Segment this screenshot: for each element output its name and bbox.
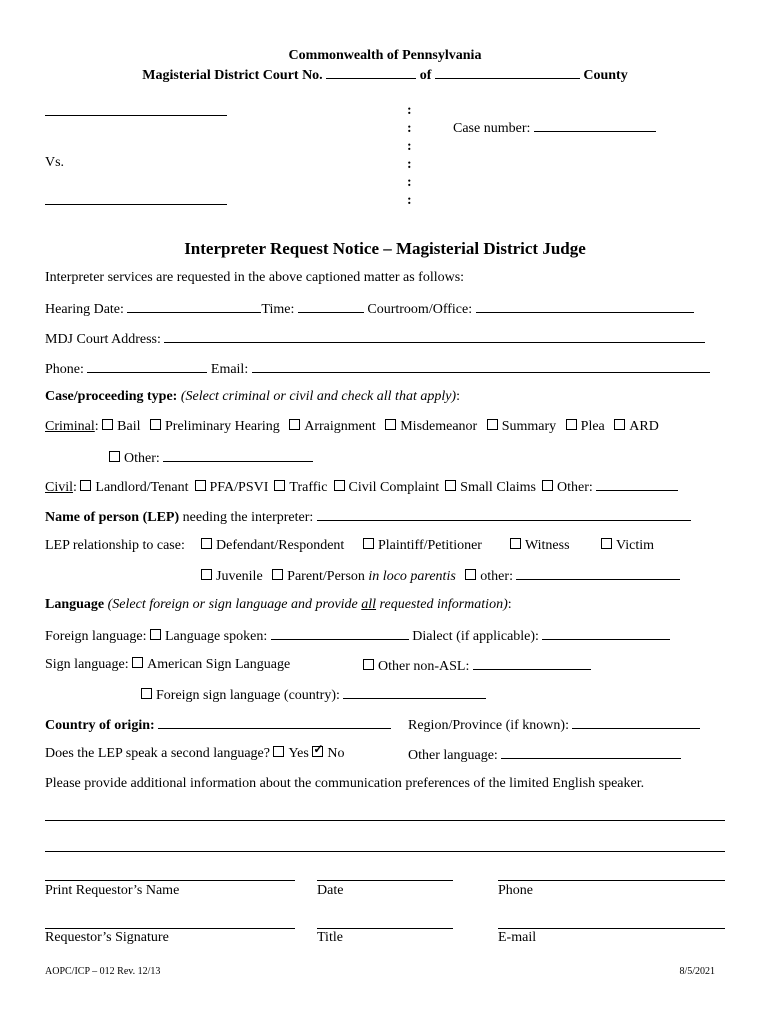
lep-name-row bbox=[45, 508, 691, 526]
checkbox[interactable] bbox=[542, 480, 553, 491]
sig-phone-label: Phone bbox=[498, 883, 533, 898]
option-label: Yes bbox=[288, 746, 309, 761]
civil-option-small-claims[interactable] bbox=[445, 480, 536, 495]
criminal-other-field[interactable] bbox=[163, 449, 313, 462]
relationship-witness[interactable] bbox=[510, 538, 570, 554]
checkbox[interactable] bbox=[80, 480, 91, 491]
criminal-option-summary[interactable] bbox=[487, 419, 556, 434]
lep-name-label-bold: Name of person (LEP) bbox=[45, 510, 180, 525]
civil-other-field[interactable] bbox=[596, 478, 678, 491]
case-number-field[interactable] bbox=[534, 119, 656, 132]
lep-relationship-row2 bbox=[201, 567, 680, 585]
language-spoken-field[interactable] bbox=[271, 627, 409, 640]
caption-colon: : bbox=[407, 139, 412, 154]
additional-info-label: Please provide additional information about the communication preferences of the limited English speaker. bbox=[45, 776, 645, 791]
time-label: Time: bbox=[261, 302, 295, 317]
criminal-option-misdemeanor[interactable] bbox=[385, 419, 477, 434]
checkbox[interactable] bbox=[487, 419, 498, 430]
lep-relationship-row bbox=[45, 538, 185, 554]
region-row bbox=[408, 716, 700, 734]
option-label: Arraignment bbox=[304, 419, 376, 434]
foreign-language-row bbox=[45, 627, 670, 645]
criminal-option-arraignment[interactable] bbox=[289, 419, 376, 434]
option-label: Parent/Person bbox=[287, 569, 365, 584]
plaintiff-name-field[interactable] bbox=[45, 115, 227, 116]
criminal-option-preliminary-hearing[interactable] bbox=[150, 419, 280, 434]
of-label: of bbox=[419, 68, 432, 83]
country-of-origin-field[interactable] bbox=[158, 716, 391, 729]
option-label: Witness bbox=[525, 538, 570, 553]
checkbox[interactable] bbox=[102, 419, 113, 430]
header-line2 bbox=[0, 66, 770, 84]
second-language-yes[interactable] bbox=[273, 746, 308, 761]
option-label-italic: in loco parentis bbox=[368, 569, 456, 584]
foreign-sign-row bbox=[141, 686, 486, 704]
header-line1: Commonwealth of Pennsylvania bbox=[288, 48, 482, 63]
case-type-label: Case/proceeding type: bbox=[45, 389, 178, 404]
caption-colon: : bbox=[407, 103, 412, 118]
checkbox[interactable] bbox=[614, 419, 625, 430]
other-non-asl-field[interactable] bbox=[473, 657, 591, 670]
relationship-plaintiff[interactable] bbox=[363, 538, 482, 554]
foreign-language-label: Foreign language: bbox=[45, 629, 147, 644]
option-label: No bbox=[327, 746, 345, 761]
option-label: Defendant/Respondent bbox=[216, 538, 345, 553]
other-non-asl-label: Other non-ASL: bbox=[378, 659, 470, 674]
checkbox[interactable] bbox=[510, 538, 521, 549]
region-label: Region/Province (if known): bbox=[408, 718, 569, 733]
checkbox[interactable] bbox=[465, 569, 476, 580]
civil-label: Civil bbox=[45, 480, 74, 495]
second-language-question: Does the LEP speak a second language? bbox=[45, 746, 270, 761]
option-label: Small Claims bbox=[460, 480, 536, 495]
relationship-victim[interactable] bbox=[601, 538, 654, 554]
signature-label: Requestor’s Signature bbox=[45, 930, 169, 945]
checkbox[interactable] bbox=[274, 480, 285, 491]
region-field[interactable] bbox=[572, 716, 700, 729]
court-no-label: Magisterial District Court No. bbox=[142, 68, 323, 83]
option-label: other: bbox=[480, 569, 513, 584]
checkbox[interactable] bbox=[445, 480, 456, 491]
language-suffix: : bbox=[507, 597, 512, 612]
option-label: Landlord/Tenant bbox=[95, 480, 189, 495]
relationship-other[interactable] bbox=[465, 569, 513, 584]
dialect-field[interactable] bbox=[542, 627, 670, 640]
defendant-name-field[interactable] bbox=[45, 204, 227, 205]
language-instruction-post: requested information) bbox=[379, 597, 508, 612]
criminal-other-checkbox[interactable] bbox=[109, 451, 120, 462]
form-title: Interpreter Request Notice – Magisterial District Judge bbox=[184, 239, 586, 258]
lep-relationship-label: LEP relationship to case: bbox=[45, 538, 185, 553]
foreign-sign-field[interactable] bbox=[343, 686, 486, 699]
checkbox[interactable] bbox=[363, 538, 374, 549]
caption-colon: : bbox=[407, 193, 412, 208]
other-non-asl-checkbox[interactable] bbox=[363, 659, 374, 670]
other-language-label: Other language: bbox=[408, 748, 498, 763]
option-label: Victim bbox=[616, 538, 655, 553]
asl-checkbox[interactable] bbox=[132, 657, 143, 668]
relationship-other-field[interactable] bbox=[516, 567, 680, 580]
other-language-row bbox=[408, 746, 681, 764]
case-number-label: Case number: bbox=[453, 121, 531, 136]
criminal-option-ard[interactable] bbox=[614, 419, 659, 434]
option-label: Other: bbox=[557, 480, 593, 495]
other-language-field[interactable] bbox=[501, 746, 681, 759]
language-instruction-all: all bbox=[361, 597, 377, 612]
civil-option-pfa-psvi[interactable] bbox=[195, 480, 269, 495]
criminal-row: Criminal: Bail Preliminary Hearing Arraignment Misdemeanor Summary Plea ARD bbox=[45, 419, 659, 434]
option-label: Civil Complaint bbox=[348, 480, 440, 495]
relationship-defendant[interactable] bbox=[201, 538, 344, 554]
language-instruction-pre: (Select foreign or sign language and provide bbox=[107, 597, 358, 612]
title-line[interactable] bbox=[317, 928, 453, 929]
additional-info-line[interactable] bbox=[45, 820, 725, 821]
civil-option-landlord-tenant[interactable] bbox=[80, 480, 188, 495]
option-label: Summary bbox=[501, 419, 557, 434]
civil-row: Civil: Landlord/Tenant PFA/PSVI Traffic Civil Complaint Small Claims Other: bbox=[45, 478, 678, 496]
additional-info-line[interactable] bbox=[45, 851, 725, 852]
origin-row bbox=[45, 716, 391, 734]
footer-date: 8/5/2021 bbox=[679, 966, 715, 977]
checkbox[interactable] bbox=[201, 538, 212, 549]
option-label: Plea bbox=[580, 419, 605, 434]
email-line[interactable] bbox=[498, 928, 725, 929]
print-name-line[interactable] bbox=[45, 880, 295, 881]
case-type-instruction: (Select criminal or civil and check all that apply) bbox=[180, 389, 457, 404]
relationship-parent[interactable] bbox=[272, 569, 456, 584]
option-label: Preliminary Hearing bbox=[165, 419, 280, 434]
phone-field[interactable] bbox=[87, 360, 207, 373]
case-type-heading bbox=[45, 389, 460, 405]
hearing-date-field[interactable] bbox=[127, 300, 261, 313]
intro-text: Interpreter services are requested in the above captioned matter as follows: bbox=[45, 270, 465, 285]
caption-colon: : bbox=[407, 175, 412, 190]
option-label: ARD bbox=[629, 419, 659, 434]
hearing-date-label: Hearing Date: bbox=[45, 302, 124, 317]
relationship-juvenile[interactable] bbox=[201, 569, 263, 584]
checkbox[interactable] bbox=[195, 480, 206, 491]
sign-language-label: Sign language: bbox=[45, 657, 129, 672]
foreign-sign-label: Foreign sign language (country): bbox=[156, 688, 340, 703]
language-spoken-label: Language spoken: bbox=[164, 629, 268, 644]
checkbox[interactable] bbox=[150, 419, 161, 430]
checkbox[interactable] bbox=[566, 419, 577, 430]
language-label: Language bbox=[45, 597, 105, 612]
date-label: Date bbox=[317, 883, 344, 898]
checkbox-checked[interactable] bbox=[312, 746, 323, 757]
print-name-label: Print Requestor’s Name bbox=[45, 883, 180, 898]
civil-option-civil-complaint[interactable] bbox=[334, 480, 440, 495]
county-label: County bbox=[583, 68, 628, 83]
lep-name-label-rest: needing the interpreter: bbox=[182, 510, 314, 525]
checkbox[interactable] bbox=[272, 569, 283, 580]
checkbox[interactable] bbox=[601, 538, 612, 549]
criminal-option-bail[interactable] bbox=[102, 419, 140, 434]
checkbox[interactable] bbox=[273, 746, 284, 757]
signature-line[interactable] bbox=[45, 928, 295, 929]
checkbox[interactable] bbox=[289, 419, 300, 430]
dialect-label: Dialect (if applicable): bbox=[412, 629, 539, 644]
option-label: Misdemeanor bbox=[400, 419, 478, 434]
address-row bbox=[45, 330, 705, 348]
caption-colon: : bbox=[407, 121, 412, 136]
time-field[interactable] bbox=[298, 300, 364, 313]
vs-label: Vs. bbox=[45, 155, 65, 170]
criminal-label: Criminal bbox=[45, 419, 95, 434]
email-field[interactable] bbox=[252, 360, 710, 373]
checkbox[interactable] bbox=[201, 569, 212, 580]
sign-language-row bbox=[45, 657, 290, 673]
civil-option-traffic[interactable] bbox=[274, 480, 327, 495]
option-label: PFA/PSVI bbox=[209, 480, 269, 495]
civil-option-other[interactable] bbox=[542, 480, 593, 495]
checkbox[interactable] bbox=[334, 480, 345, 491]
language-spoken-checkbox[interactable] bbox=[150, 629, 161, 640]
hearing-row bbox=[45, 300, 694, 318]
checkbox[interactable] bbox=[385, 419, 396, 430]
case-type-suffix: : bbox=[456, 389, 460, 404]
courtroom-field[interactable] bbox=[476, 300, 694, 313]
second-language-row bbox=[45, 746, 344, 762]
date-line[interactable] bbox=[317, 880, 453, 881]
other-non-asl-row bbox=[363, 657, 591, 675]
caption-colon: : bbox=[407, 157, 412, 172]
courtroom-label: Courtroom/Office: bbox=[367, 302, 473, 317]
sig-email-label: E-mail bbox=[498, 930, 537, 945]
county-field[interactable] bbox=[435, 66, 580, 79]
contact-row bbox=[45, 360, 710, 378]
option-label: Bail bbox=[117, 419, 141, 434]
country-of-origin-label: Country of origin: bbox=[45, 718, 155, 733]
title-label: Title bbox=[317, 930, 343, 945]
email-label: Email: bbox=[210, 362, 249, 377]
criminal-other-row bbox=[109, 449, 313, 467]
phone-label: Phone: bbox=[45, 362, 84, 377]
language-heading bbox=[45, 597, 512, 613]
option-label: Juvenile bbox=[216, 569, 263, 584]
second-language-no[interactable] bbox=[312, 746, 344, 761]
criminal-other-label: Other: bbox=[124, 451, 160, 466]
asl-label: American Sign Language bbox=[147, 657, 291, 672]
case-number-row bbox=[453, 119, 656, 137]
court-no-field[interactable] bbox=[326, 66, 416, 79]
option-label: Plaintiff/Petitioner bbox=[378, 538, 482, 553]
foreign-sign-checkbox[interactable] bbox=[141, 688, 152, 699]
mdj-address-label: MDJ Court Address: bbox=[45, 332, 161, 347]
mdj-address-field[interactable] bbox=[164, 330, 705, 343]
phone-line[interactable] bbox=[498, 880, 725, 881]
form-id: AOPC/ICP – 012 Rev. 12/13 bbox=[45, 966, 161, 977]
lep-name-field[interactable] bbox=[317, 508, 691, 521]
criminal-option-plea[interactable] bbox=[566, 419, 605, 434]
option-label: Traffic bbox=[289, 480, 328, 495]
